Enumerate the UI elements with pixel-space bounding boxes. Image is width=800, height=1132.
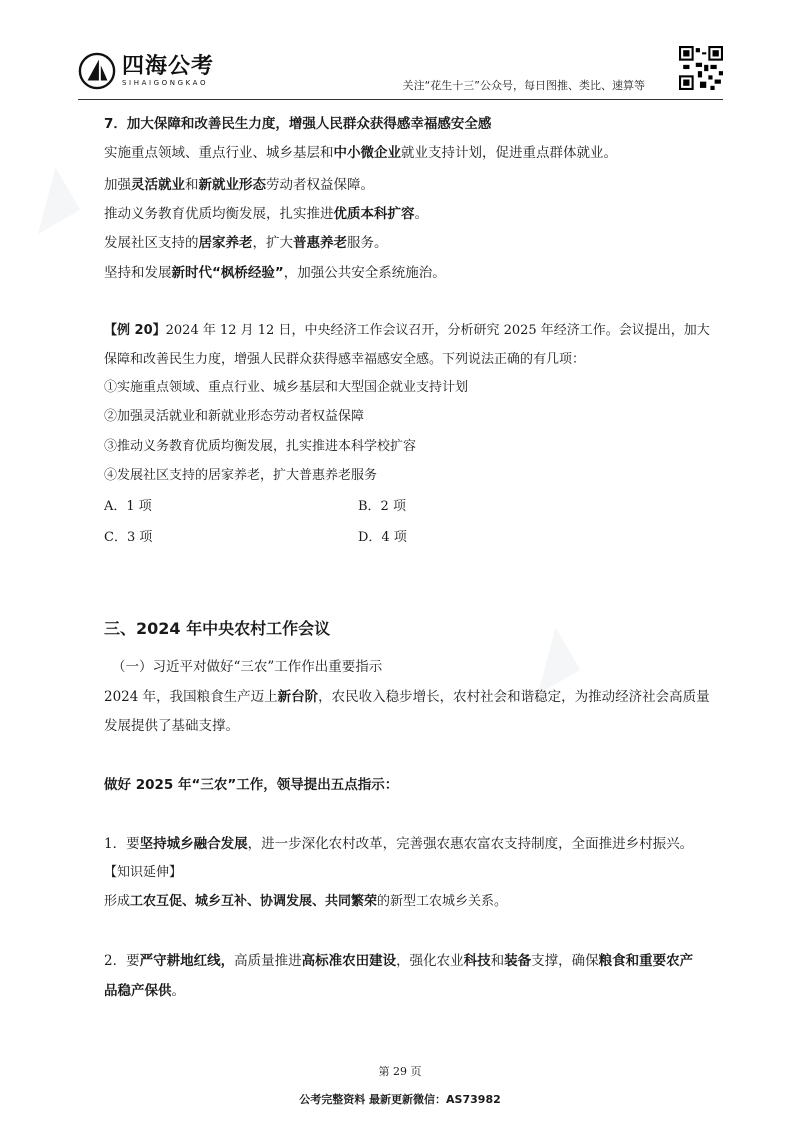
logo-subtitle: SIHAIGONGKAO (122, 79, 209, 87)
sail-logo-icon (78, 52, 116, 90)
lead-line: 做好 2025 年“三农”工作，领导提出五点指示： (104, 777, 399, 793)
brand-logo (78, 52, 214, 90)
page-number: 第 29 页 (378, 1065, 422, 1078)
option-b: B．2 项 (358, 499, 406, 514)
paragraph: 坚持和发展新时代“枫桥经验”，加强公共安全系统施治。 (104, 265, 446, 281)
section-heading: 三、2024 年中央农村工作会议 (104, 619, 331, 638)
point-2-cont: 品稳产保供。 (104, 983, 185, 999)
option-d: D．4 项 (358, 530, 407, 545)
example-item: ②加强灵活就业和新就业形态劳动者权益保障 (104, 409, 365, 424)
example-stem: 保障和改善民生力度，增强人民群众获得感幸福感安全感。下列说法正确的有几项： (104, 352, 586, 367)
subsection-title: （一）习近平对做好“三农”工作作出重要指示 (112, 659, 383, 675)
qr-code-icon (679, 46, 723, 90)
footer-note: 公考完整资料 最新更新微信：AS73982 (299, 1093, 501, 1106)
paragraph: 加强灵活就业和新就业形态劳动者权益保障。 (104, 177, 374, 193)
section-title: 7．加大保障和改善民生力度，增强人民群众获得感幸福感安全感 (104, 116, 492, 132)
watermark: ◢ (4, 152, 85, 242)
paragraph: 发展提供了基础支撑。 (104, 718, 239, 734)
paragraph: 2024 年，我国粮食生产迈上新台阶，农民收入稳步增长，农村社会和谐稳定，为推动经济社会高质量 (104, 689, 710, 705)
example-item: ④发展社区支持的居家养老，扩大普惠养老服务 (104, 468, 378, 483)
example-item: ③推动义务教育优质均衡发展，扎实推进本科学校扩容 (104, 439, 417, 454)
logo-title: 四海公考 (122, 54, 215, 79)
header-tagline: 关注“花生十三”公众号，每日图推、类比、速算等 (402, 79, 645, 92)
option-a: A．1 项 (104, 499, 152, 514)
paragraph: 发展社区支持的居家养老，扩大普惠养老服务。 (104, 235, 388, 251)
page-header (78, 46, 723, 96)
extension-text: 形成工农互促、城乡互补、协调发展、共同繁荣的新型工农城乡关系。 (104, 894, 508, 909)
paragraph: 推动义务教育优质均衡发展，扎实推进优质本科扩容。 (104, 206, 428, 222)
point-1: 1．要坚持城乡融合发展，进一步深化农村改革，完善强农惠农富农支持制度，全面推进乡村振兴。 (104, 836, 694, 852)
paragraph: 实施重点领域、重点行业、城乡基层和中小微企业就业支持计划，促进重点群体就业。 (104, 145, 617, 161)
example-tag: 【例 20】 (104, 323, 166, 338)
point-2: 2．要严守耕地红线，高质量推进高标准农田建设，强化农业科技和装备支撑，确保粮食和重要农产 (104, 953, 694, 969)
header-divider (78, 99, 723, 100)
example-stem: 【例 20】2024 年 12 月 12 日，中央经济工作会议召开，分析研究 2025 年经济工作。会议提出，加大 (104, 323, 710, 338)
option-c: C．3 项 (104, 530, 153, 545)
extension-tag: 【知识延伸】 (104, 865, 183, 880)
watermark: ◢ (504, 612, 585, 702)
example-item: ①实施重点领域、重点行业、城乡基层和大型国企就业支持计划 (104, 380, 469, 395)
